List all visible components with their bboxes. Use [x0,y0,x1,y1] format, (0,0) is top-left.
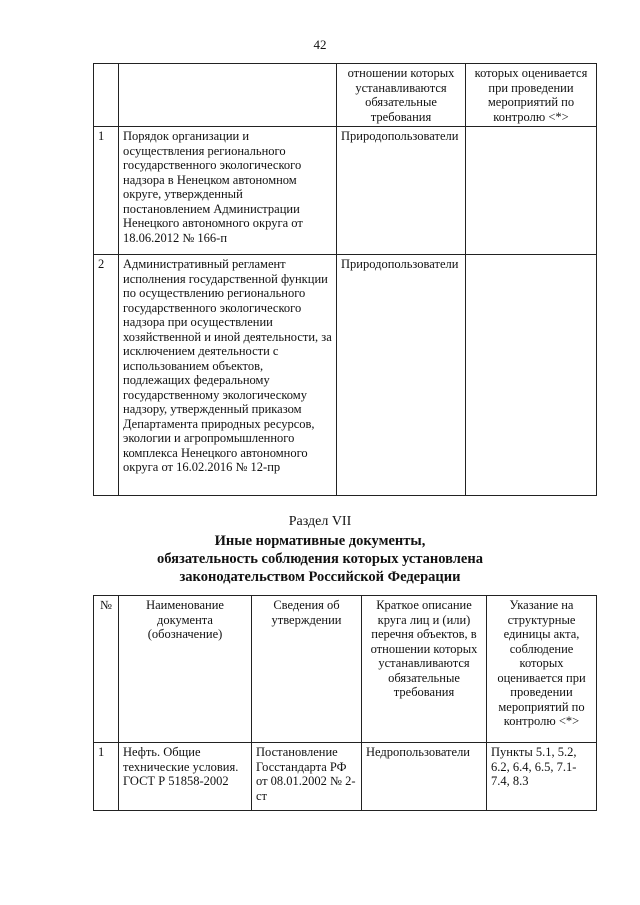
document-name: Нефть. Общие технические условия. ГОСТ Р 51858-2002 [119,743,252,811]
structural-units [466,255,597,496]
requirements-table-continued [93,63,597,496]
structural-units [466,127,597,255]
document-name: Порядок организации и осуществления регионального государственного экологического надзора в Ненецком автономном округе, утвержденный постановлением Администрации Ненецкого автономного округа от 18.06.2012 № 166-п [119,127,337,255]
table-header-row [94,596,597,743]
section-heading [0,514,640,586]
header-cell: Краткое описание круга лиц и (или) перечня объектов, в отношении которых устанавливаются обязательные требования [362,596,487,743]
section-title-line: Иные нормативные документы, [214,533,426,549]
structural-units: Пункты 5.1, 5.2, 6.2, 6.4, 6.5, 7.1-7.4, 8.3 [487,743,597,811]
persons-scope: Природопользователи [337,255,466,496]
other-normative-documents-table [93,595,597,811]
header-cell: Наименование документа (обозначение) [119,596,252,743]
header-cell: которых оценивается при проведении мероприятий по контролю <*> [466,64,597,127]
table-row [94,743,597,811]
approval-info: Постановление Госстандарта РФ от 08.01.2002 № 2-ст [252,743,362,811]
row-number: 1 [94,743,119,811]
persons-scope: Природопользователи [337,127,466,255]
section-title-line: обязательность соблюдения которых установлена [157,551,483,567]
header-cell [94,64,119,127]
page-number: 42 [313,37,327,52]
header-cell: отношении которых устанавливаются обязательные требования [337,64,466,127]
header-cell: Сведения об утверждении [252,596,362,743]
row-number: 1 [94,127,119,255]
row-number: 2 [94,255,119,496]
document-name: Административный регламент исполнения государственной функции по осуществлению регионального государственного экологического надзора при осуществлении хозяйственной и иной деятельности, за исключением деятельности с использованием объектов, подлежащих федеральному государственному экологическому надзору, утвержденный приказом Департамента природных ресурсов, экологии и агропромышленного комплекса Ненецкого автономного округа от 16.02.2016 № 12-пр [119,255,337,496]
table-header-row [94,64,597,127]
header-cell: Указание на структурные единицы акта, соблюдение которых оценивается при проведении мероприятий по контролю <*> [487,596,597,743]
table-row [94,127,597,255]
header-cell: № [94,596,119,743]
section-label: Раздел VII [288,514,352,529]
persons-scope: Недропользователи [362,743,487,811]
header-cell [119,64,337,127]
table-row [94,255,597,496]
section-title-line: законодательством Российской Федерации [179,569,461,585]
